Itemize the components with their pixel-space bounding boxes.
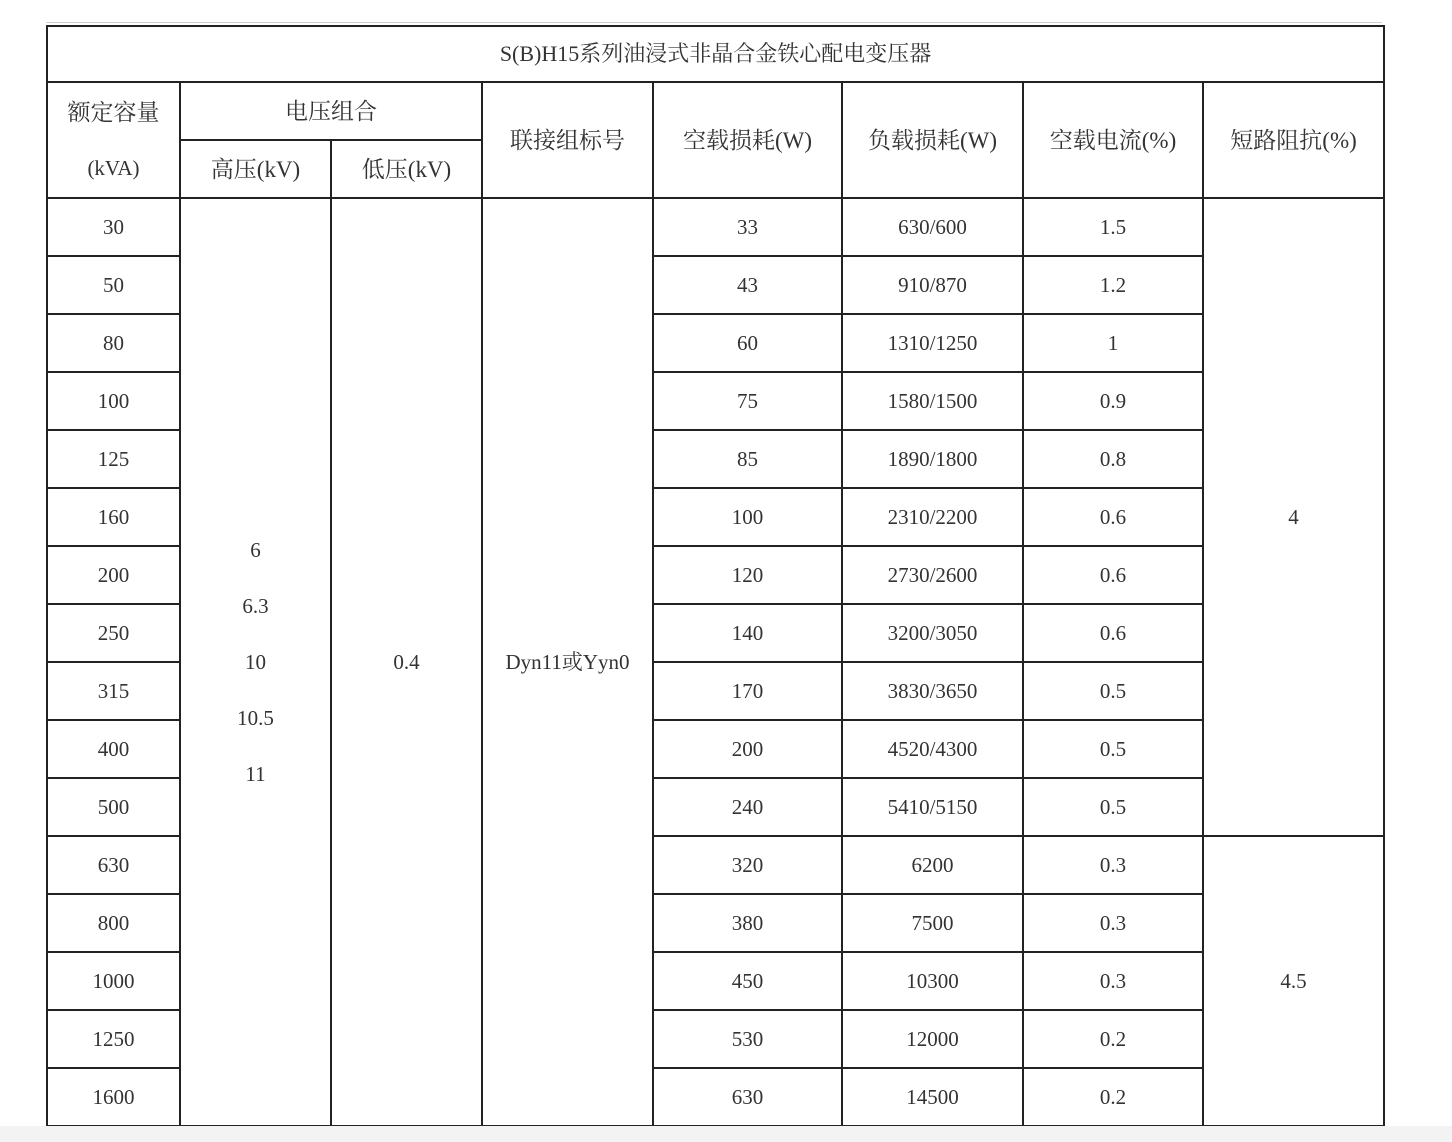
cell-capacity: 100 [47, 372, 180, 430]
cell-no-load-current: 0.8 [1023, 430, 1203, 488]
cell-impedance: 4 [1203, 198, 1384, 836]
cell-capacity: 315 [47, 662, 180, 720]
cell-connection: Dyn11或Yyn0 [482, 198, 653, 1126]
cell-no-load-current: 0.5 [1023, 778, 1203, 836]
header-voltage-group: 电压组合 [180, 82, 482, 140]
cell-no-load-current: 1.5 [1023, 198, 1203, 256]
cell-load-loss: 4520/4300 [842, 720, 1023, 778]
cell-capacity: 1600 [47, 1068, 180, 1126]
header-capacity-unit: (kVA) [87, 156, 140, 180]
cell-load-loss: 6200 [842, 836, 1023, 894]
cell-capacity: 50 [47, 256, 180, 314]
cell-load-loss: 2310/2200 [842, 488, 1023, 546]
cell-impedance: 4.5 [1203, 836, 1384, 1126]
cell-no-load-loss: 85 [653, 430, 842, 488]
cell-no-load-current: 0.6 [1023, 546, 1203, 604]
cell-no-load-loss: 33 [653, 198, 842, 256]
cell-capacity: 80 [47, 314, 180, 372]
cell-load-loss: 3830/3650 [842, 662, 1023, 720]
header-no-load-loss: 空载损耗(W) [653, 82, 842, 198]
header-high-voltage: 高压(kV) [180, 140, 331, 198]
cell-no-load-current: 0.3 [1023, 894, 1203, 952]
cell-capacity: 200 [47, 546, 180, 604]
cell-load-loss: 630/600 [842, 198, 1023, 256]
cell-load-loss: 1580/1500 [842, 372, 1023, 430]
cell-high-voltage [180, 198, 331, 1126]
cell-capacity: 800 [47, 894, 180, 952]
cell-load-loss: 10300 [842, 952, 1023, 1010]
cell-no-load-current: 1.2 [1023, 256, 1203, 314]
high-voltage-value: 10 [245, 650, 266, 674]
cell-load-loss: 1310/1250 [842, 314, 1023, 372]
table-row [47, 198, 1384, 256]
cell-no-load-loss: 60 [653, 314, 842, 372]
cell-no-load-loss: 240 [653, 778, 842, 836]
cell-load-loss: 14500 [842, 1068, 1023, 1126]
table-title: S(B)H15系列油浸式非晶合金铁心配电变压器 [47, 26, 1384, 82]
cell-no-load-loss: 75 [653, 372, 842, 430]
cell-capacity: 160 [47, 488, 180, 546]
cell-low-voltage: 0.4 [331, 198, 482, 1126]
cell-capacity: 1000 [47, 952, 180, 1010]
cell-no-load-loss: 43 [653, 256, 842, 314]
cell-no-load-current: 0.5 [1023, 720, 1203, 778]
cell-no-load-loss: 200 [653, 720, 842, 778]
cell-no-load-loss: 140 [653, 604, 842, 662]
header-load-loss: 负载损耗(W) [842, 82, 1023, 198]
cell-no-load-loss: 120 [653, 546, 842, 604]
cell-capacity: 400 [47, 720, 180, 778]
high-voltage-value: 6.3 [242, 594, 269, 618]
cell-capacity: 250 [47, 604, 180, 662]
cell-no-load-current: 0.5 [1023, 662, 1203, 720]
cell-load-loss: 5410/5150 [842, 778, 1023, 836]
header-low-voltage: 低压(kV) [331, 140, 482, 198]
header-connection: 联接组标号 [482, 82, 653, 198]
cell-load-loss: 1890/1800 [842, 430, 1023, 488]
header-impedance: 短路阻抗(%) [1203, 82, 1384, 198]
cell-load-loss: 2730/2600 [842, 546, 1023, 604]
cell-load-loss: 12000 [842, 1010, 1023, 1068]
bottom-band [0, 1126, 1452, 1142]
cell-no-load-current: 0.2 [1023, 1010, 1203, 1068]
cell-no-load-loss: 530 [653, 1010, 842, 1068]
cell-no-load-current: 1 [1023, 314, 1203, 372]
header-capacity-label: 额定容量 [67, 100, 160, 125]
header-no-load-current: 空载电流(%) [1023, 82, 1203, 198]
cell-no-load-loss: 450 [653, 952, 842, 1010]
top-rule [46, 22, 1382, 23]
cell-no-load-current: 0.6 [1023, 488, 1203, 546]
cell-capacity: 30 [47, 198, 180, 256]
cell-no-load-current: 0.6 [1023, 604, 1203, 662]
cell-capacity: 630 [47, 836, 180, 894]
high-voltage-value: 10.5 [237, 706, 274, 730]
spec-table [46, 25, 1385, 1127]
cell-no-load-current: 0.9 [1023, 372, 1203, 430]
cell-no-load-current: 0.3 [1023, 836, 1203, 894]
cell-capacity: 125 [47, 430, 180, 488]
cell-capacity: 500 [47, 778, 180, 836]
cell-no-load-loss: 380 [653, 894, 842, 952]
cell-load-loss: 7500 [842, 894, 1023, 952]
cell-no-load-current: 0.2 [1023, 1068, 1203, 1126]
header-capacity [47, 82, 180, 198]
cell-capacity: 1250 [47, 1010, 180, 1068]
cell-no-load-loss: 320 [653, 836, 842, 894]
cell-load-loss: 3200/3050 [842, 604, 1023, 662]
cell-no-load-loss: 100 [653, 488, 842, 546]
cell-no-load-loss: 170 [653, 662, 842, 720]
cell-no-load-loss: 630 [653, 1068, 842, 1126]
cell-no-load-current: 0.3 [1023, 952, 1203, 1010]
cell-load-loss: 910/870 [842, 256, 1023, 314]
high-voltage-value: 6 [250, 538, 261, 562]
high-voltage-value: 11 [245, 762, 266, 786]
